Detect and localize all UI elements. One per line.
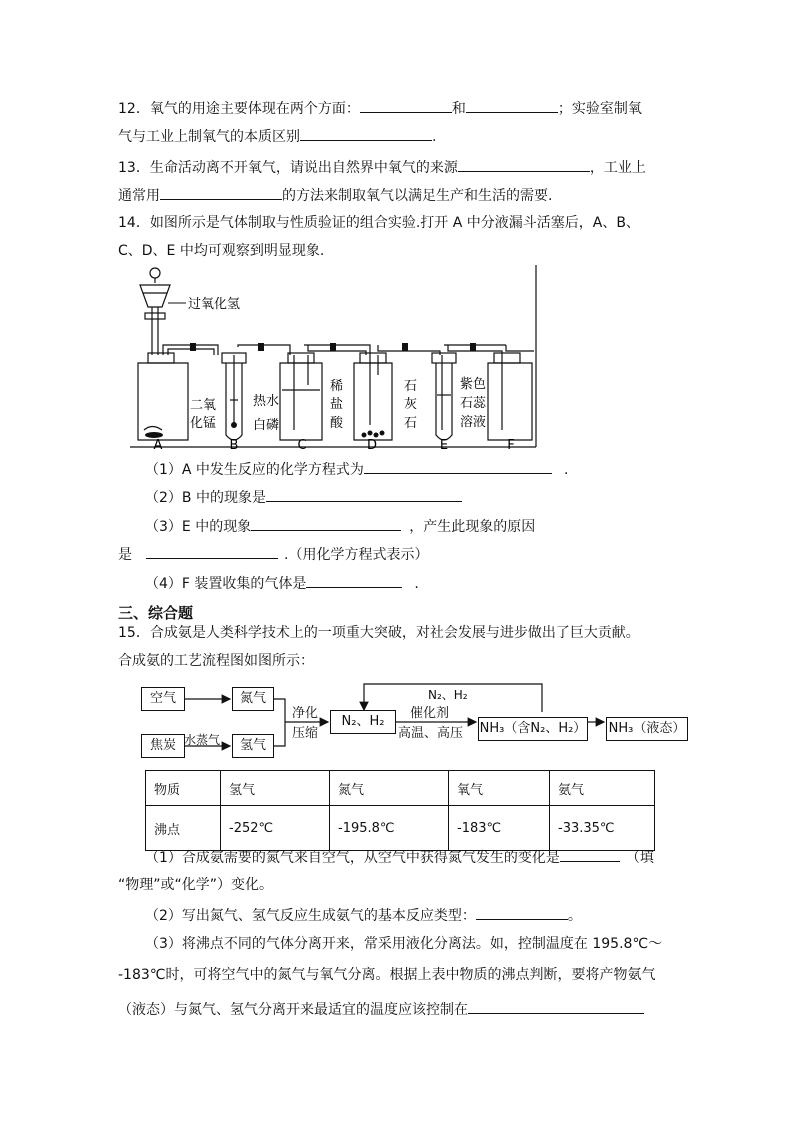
q15-blank-1[interactable] <box>560 847 620 862</box>
q14-blank-1[interactable] <box>364 459 552 474</box>
q15-sub2: （2）写出氮气、氢气反应生成氨气的基本反应类型： 。 <box>145 905 582 925</box>
c-label-2: 盐 <box>330 397 344 412</box>
letter-c: C <box>297 438 307 453</box>
q14-line1: 14．如图所示是气体制取与性质验证的组合实验.打开 A 中分液漏斗活塞后，A、B、 <box>118 215 640 231</box>
q15-line1: 15．合成氨是人类科学技术上的一项重大突破，对社会发展与进步做出了巨大贡献。 <box>118 625 640 641</box>
letter-f: F <box>507 438 515 453</box>
flow-hydrogen: 氢气 <box>232 734 274 758</box>
d-label-3: 石 <box>404 416 418 431</box>
table-header: 氧气 <box>449 771 550 806</box>
q14-sub1: （1）A 中发生反应的化学方程式为 . <box>145 459 568 479</box>
letter-a: A <box>153 438 163 453</box>
q14-blank-2[interactable] <box>266 487 462 502</box>
table-cell: -195.8℃ <box>330 806 449 851</box>
q15-blank-2[interactable] <box>476 905 568 920</box>
q14-sub3: （3）E 中的现象 ，产生此现象的原因 <box>145 516 535 536</box>
c-label-3: 酸 <box>330 416 344 431</box>
q13-blank-1[interactable] <box>458 157 590 172</box>
q13-blank-2[interactable] <box>160 185 282 200</box>
table-header: 氢气 <box>221 771 330 806</box>
q14-sub3-cont: 是 .（用化学方程式表示） <box>118 544 428 564</box>
q14-sub2: （2）B 中的现象是 <box>145 487 462 507</box>
q14-sub4: （4）F 装置收集的气体是 . <box>145 573 419 593</box>
q15-sub3-line3: （液态）与氮气、氢气分离开来最适宜的温度应该控制在 <box>118 999 644 1019</box>
flow-catalyst: 催化剂 <box>410 706 450 721</box>
d-label-1: 石 <box>404 379 418 394</box>
a-label-1: 二氧 <box>190 398 217 413</box>
q13-line1: 13．生命活动离不开氧气，请说出自然界中氧气的来源 ，工业上 <box>118 157 646 177</box>
table-header: 氮气 <box>330 771 449 806</box>
table-cell: -183℃ <box>449 806 550 851</box>
table-row <box>146 806 655 851</box>
apparatus-diagram <box>130 265 550 455</box>
flow-air: 空气 <box>141 687 185 711</box>
q15-blank-3[interactable] <box>468 999 644 1014</box>
flow-conditions: 高温、高压 <box>398 726 464 741</box>
q12-blank-3[interactable] <box>300 126 432 141</box>
table-cell: -252℃ <box>221 806 330 851</box>
flow-coke: 焦炭 <box>141 734 185 758</box>
funnel-label: 过氧化氢 <box>188 297 241 312</box>
q12-blank-2[interactable] <box>466 98 558 113</box>
letter-b: B <box>229 438 239 453</box>
q14-blank-3[interactable] <box>251 516 401 531</box>
q14-blank-5[interactable] <box>306 573 402 588</box>
letter-e: E <box>439 438 449 453</box>
flow-compress: 压缩 <box>292 726 319 741</box>
c-label-1: 稀 <box>330 379 344 394</box>
boiling-point-table <box>145 770 655 851</box>
e-label-3: 溶液 <box>460 415 487 430</box>
flow-n2h2: N₂、H₂ <box>330 710 396 734</box>
table-header-row <box>146 771 655 806</box>
b-label-2: 白磷 <box>253 418 280 433</box>
q13-line2: 通常用 的方法来制取氧气以满足生产和生活的需要. <box>118 185 552 205</box>
b-label-1: 热水 <box>253 394 280 409</box>
q15-sub3-line2: -183℃时，可将空气中的氮气与氧气分离。根据上表中物质的沸点判断，要将产物氨气 <box>118 967 656 983</box>
flow-steam: 水蒸气 <box>184 733 221 747</box>
q15-sub1-cont: “物理”或“化学”）变化。 <box>118 877 274 893</box>
letter-d: D <box>366 438 378 453</box>
e-label-1: 紫色 <box>460 377 487 392</box>
q15-sub1: （1）合成氨需要的氮气来自空气，从空气中获得氮气发生的变化是 （填 <box>145 847 654 867</box>
a-label-2: 化锰 <box>190 416 217 431</box>
q12-line1: 12．氧气的用途主要体现在两个方面： 和 ；实验室制氧 <box>118 98 642 118</box>
flow-mixture: NH₃（含N₂、H₂） <box>478 717 588 741</box>
q12-blank-1[interactable] <box>360 98 452 113</box>
flow-purify: 净化 <box>292 706 319 721</box>
table-cell: -33.35℃ <box>550 806 655 851</box>
q12-line2: 气与工业上制氧气的本质区别 . <box>118 126 436 146</box>
table-header: 物质 <box>146 771 221 806</box>
q14-blank-4[interactable] <box>146 544 278 559</box>
d-label-2: 灰 <box>404 397 418 412</box>
flow-liquid: NH₃（液态） <box>606 717 688 741</box>
q15-sub3-line1: （3）将沸点不同的气体分离开来，常采用液化分离法。如，控制温度在 195.8℃～ <box>145 936 663 952</box>
q14-line2: C、D、E 中均可观察到明显现象. <box>118 243 325 259</box>
table-cell: 沸点 <box>146 806 221 851</box>
flow-recycle: N₂、H₂ <box>428 688 468 702</box>
q15-line2: 合成氨的工艺流程图如图所示： <box>118 653 314 669</box>
table-header: 氨气 <box>550 771 655 806</box>
flow-nitrogen: 氮气 <box>232 687 274 711</box>
section-heading: 三、综合题 <box>118 604 194 622</box>
e-label-2: 石蕊 <box>460 396 487 411</box>
